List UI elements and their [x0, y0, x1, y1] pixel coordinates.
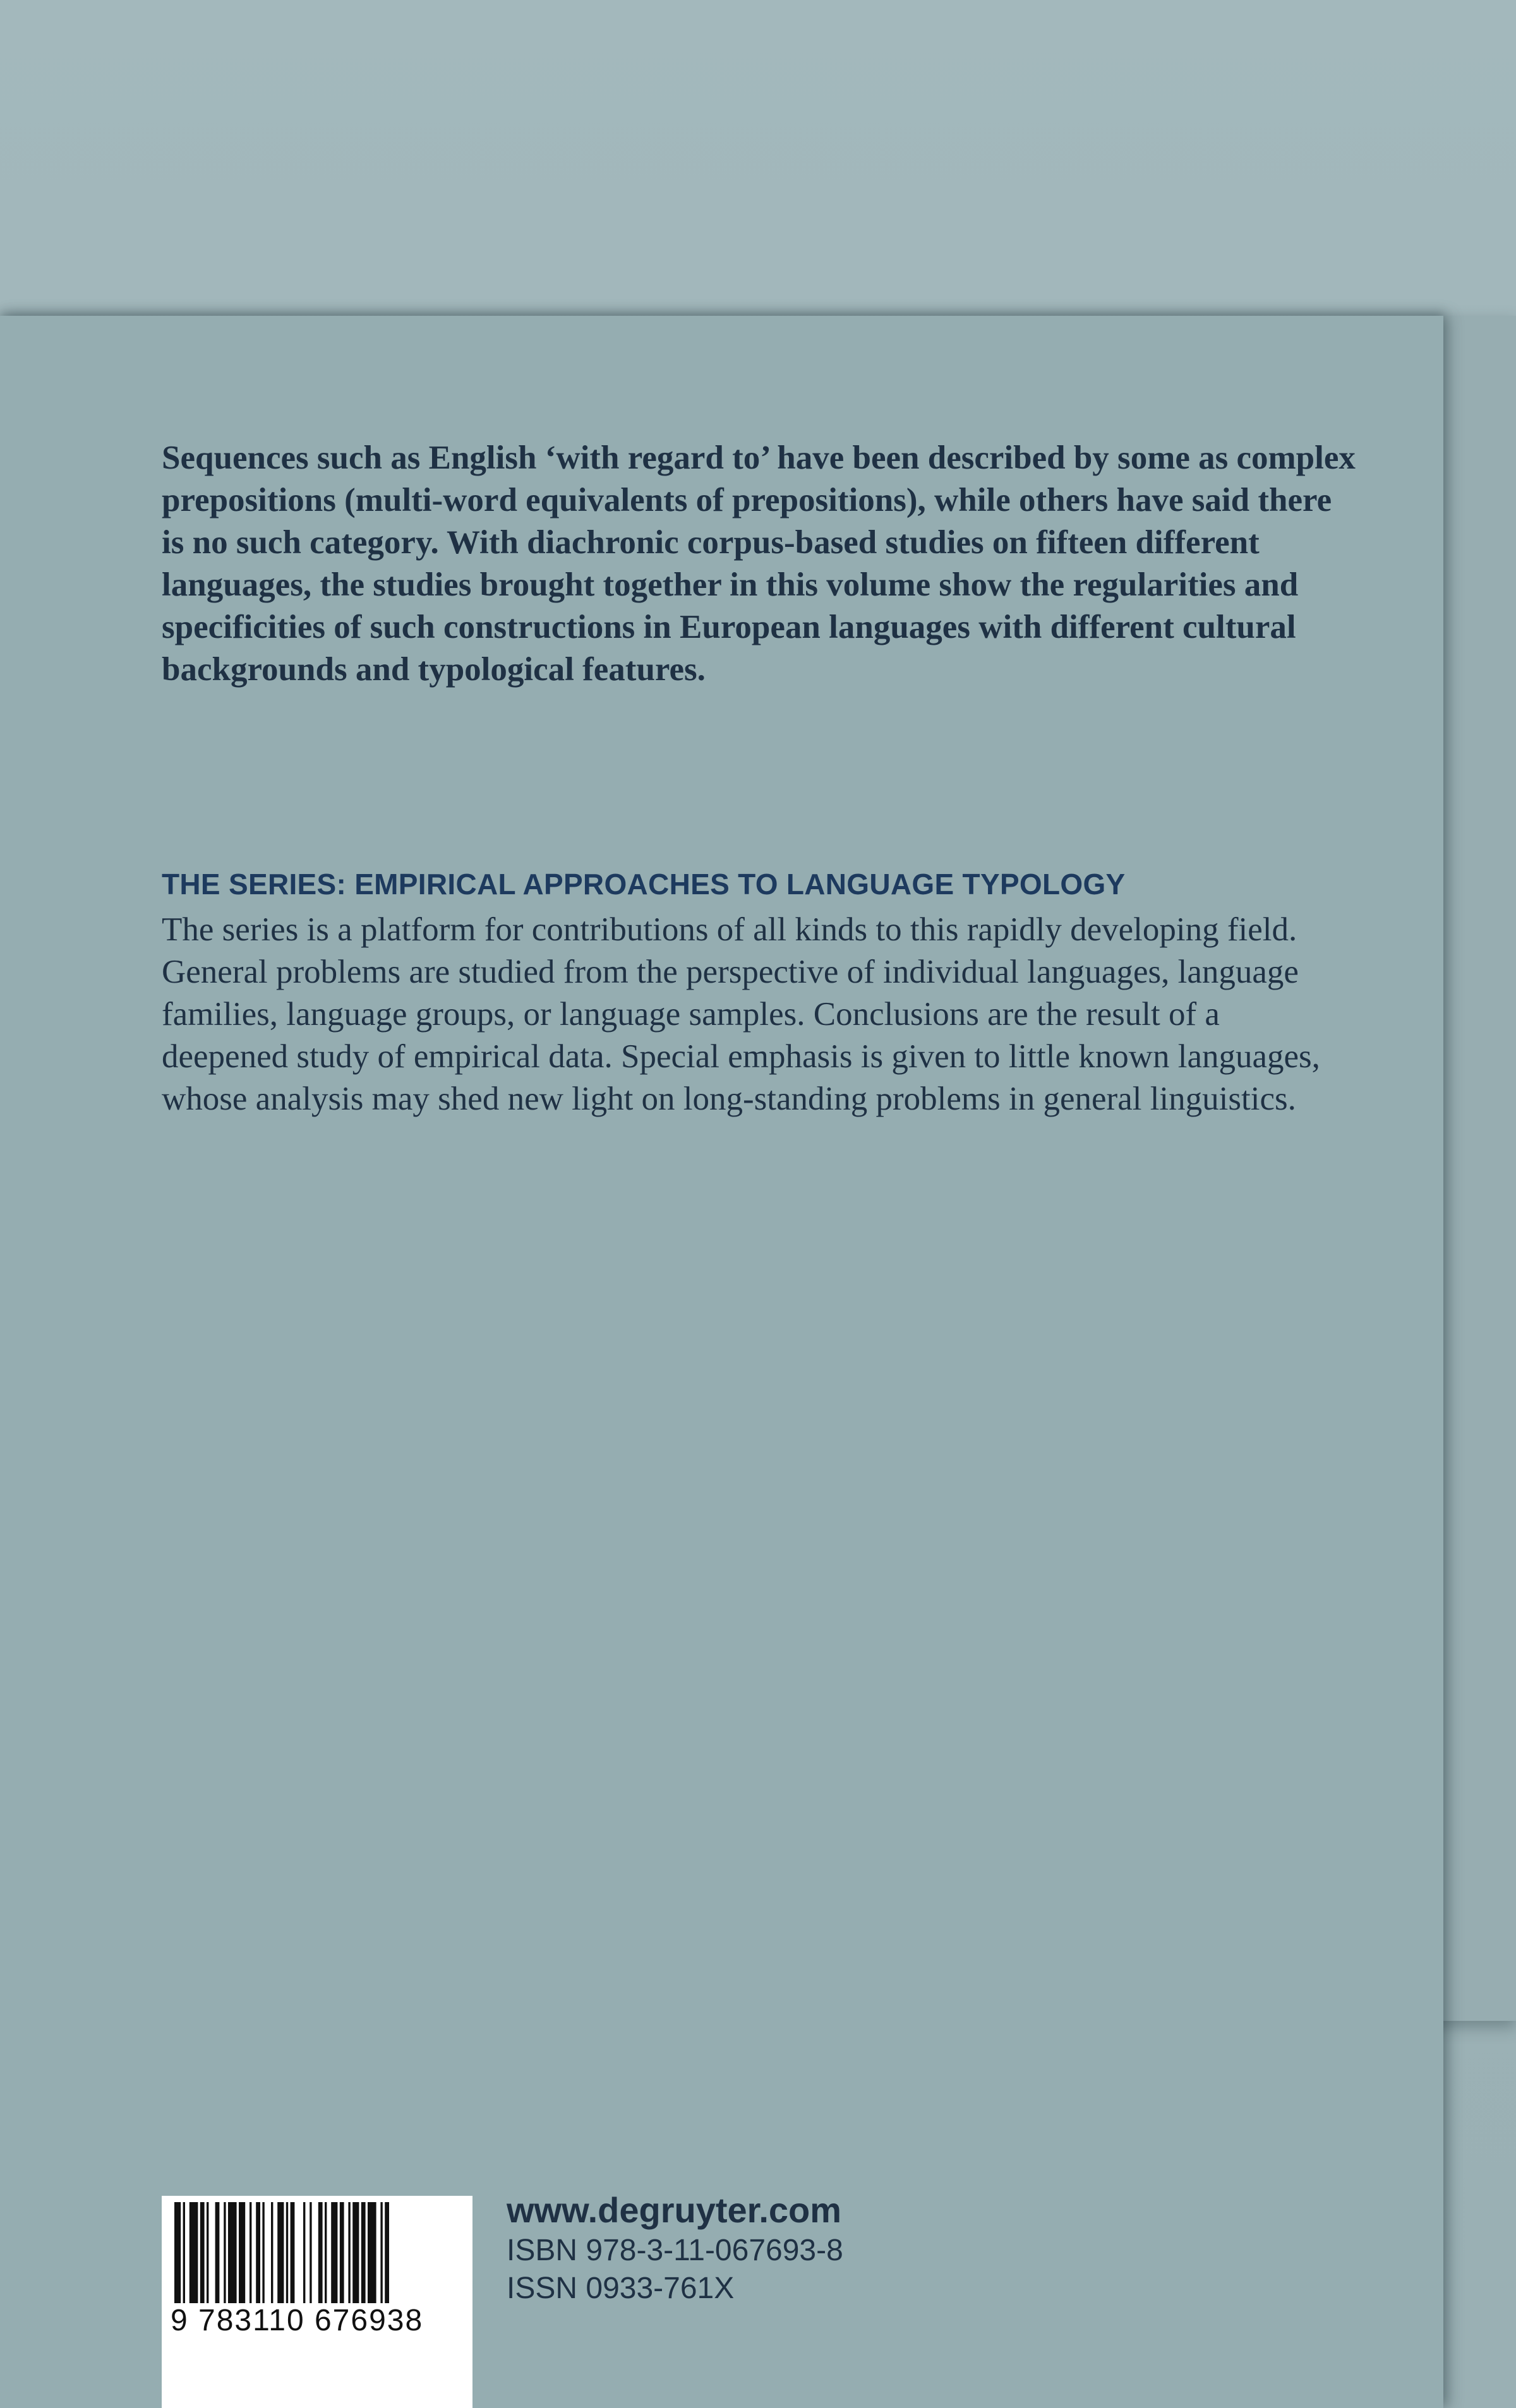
- series-heading: THE SERIES: EMPIRICAL APPROACHES TO LANGUAGE TYPOLOGY: [162, 868, 1126, 901]
- isbn-number: ISBN 978-3-11-067693-8: [507, 2234, 843, 2267]
- barcode-bars: [172, 2202, 462, 2303]
- publisher-info: [507, 2189, 843, 2308]
- barcode: [162, 2196, 472, 2408]
- series-description: The series is a platform for contributions of all kinds to this rapidly developing field. General problems are studied from the perspective of individual languages, language families, language groups, or language samples. Conclusions are the result of a deepened study of empirical data. Special emphasis is given to little known languages, whose analysis may shed new light on long-standing problems in general linguistics.: [162, 911, 1320, 1117]
- book-blurb: Sequences such as English ‘with regard to’ have been described by some as complex prepositions (multi-word equivalents of prepositions), while others have said there is no such category. With diachronic corpus-based studies on fifteen different languages, the studies brought together in this volume show the regularities and specificities of such constructions in European languages with different cultural backgrounds and typological features.: [162, 440, 1356, 688]
- issn-number: ISSN 0933-761X: [507, 2272, 735, 2305]
- barcode-digits: 9 783110 676938: [171, 2304, 424, 2337]
- publisher-website[interactable]: www.degruyter.com: [507, 2190, 842, 2230]
